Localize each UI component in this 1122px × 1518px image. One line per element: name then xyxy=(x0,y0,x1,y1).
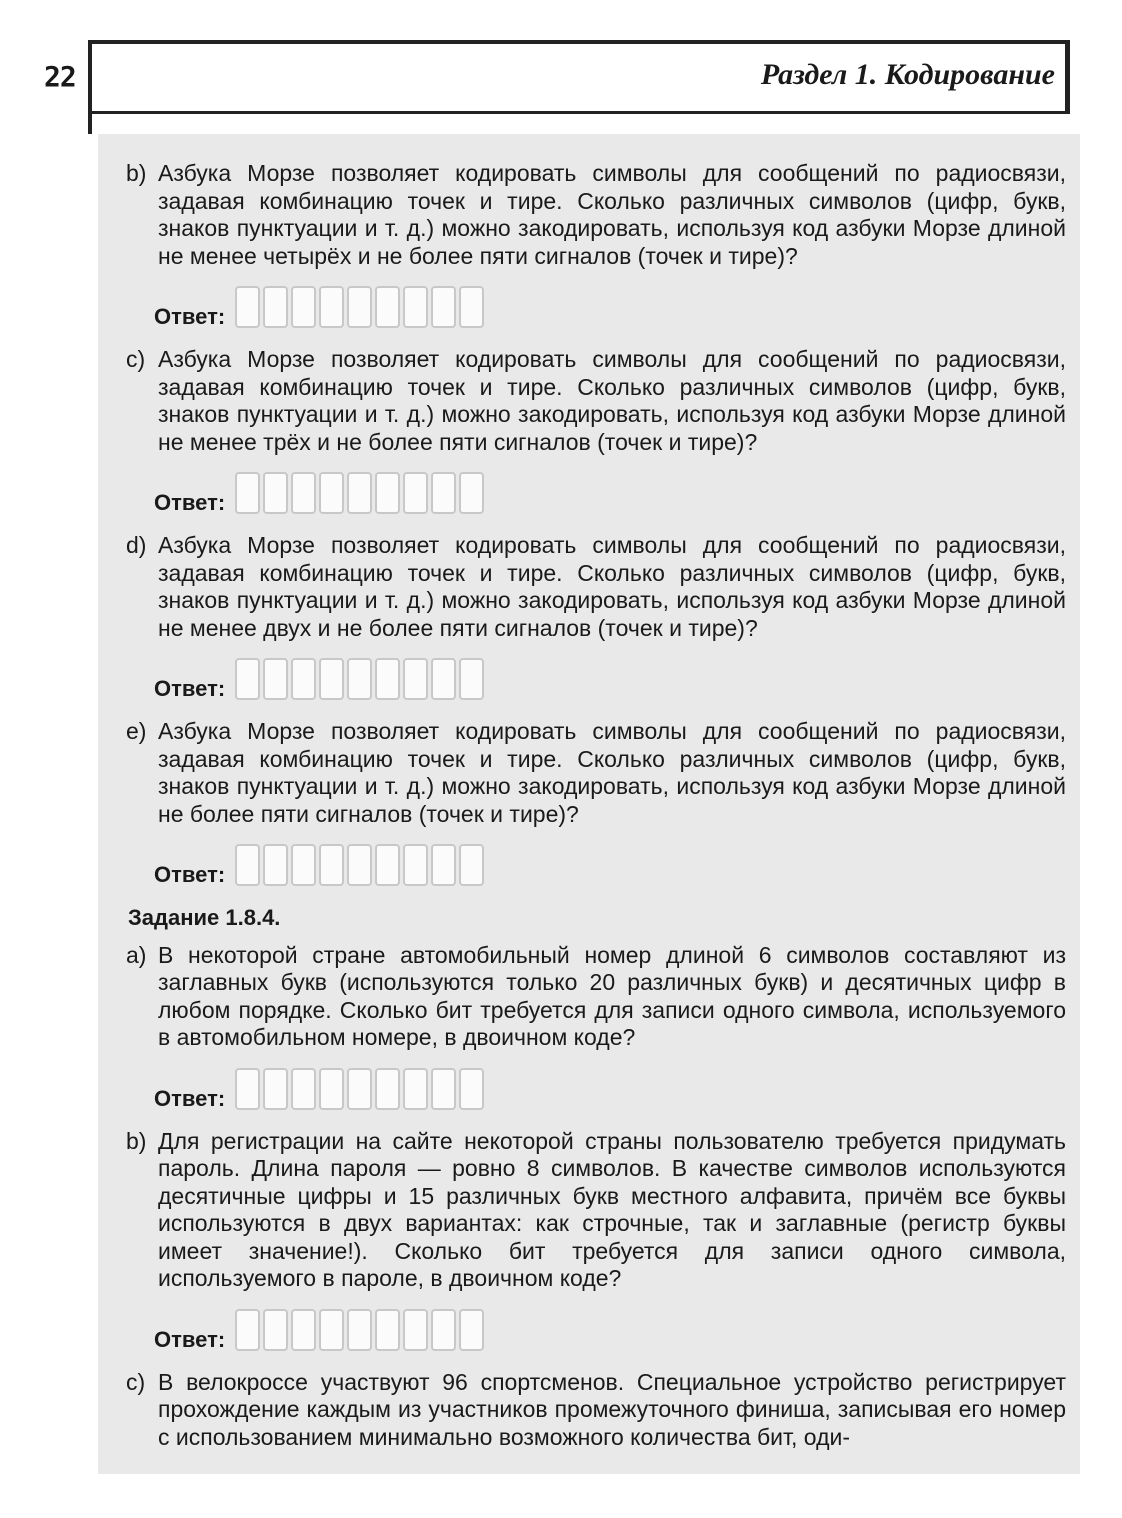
exercise-item-c2 xyxy=(126,1369,1066,1452)
answer-cell[interactable] xyxy=(347,844,372,886)
exercise-item-e xyxy=(126,718,1066,828)
answer-cell[interactable] xyxy=(431,1068,456,1110)
answer-field[interactable] xyxy=(235,658,487,700)
header-divider xyxy=(88,112,92,134)
answer-cell[interactable] xyxy=(347,1309,372,1351)
item-letter: b) xyxy=(126,1127,147,1154)
item-text: В некоторой стране автомобильный номер длиной 6 символов составляют из заглавных букв (используются только 20 различных букв) и десятичных цифр в любом порядке. Сколько бит требуется для записи одного символа, используемого в автомобильном номере, в двоичном коде? xyxy=(158,941,1066,1050)
answer-cell[interactable] xyxy=(431,472,456,514)
answer-cell[interactable] xyxy=(375,658,400,700)
answer-cell[interactable] xyxy=(263,286,288,328)
exercise-item-d xyxy=(126,532,1066,642)
answer-cell[interactable] xyxy=(431,1309,456,1351)
item-text: Азбука Морзе позволяет кодировать символы для сообщений по радиосвязи, задавая комбинацию точек и тире. Сколько различных символов (цифр, букв, знаков пунктуации и т. д.) можно закодировать, используя код азбуки Морзе длиной не более пяти сигналов (точек и тире)? xyxy=(158,718,1066,827)
answer-cell[interactable] xyxy=(347,1068,372,1110)
answer-cell[interactable] xyxy=(263,1309,288,1351)
section-title: Раздел 1. Кодирование xyxy=(760,58,1055,91)
answer-cell[interactable] xyxy=(235,844,260,886)
answer-row xyxy=(154,658,1066,700)
answer-cell[interactable] xyxy=(403,286,428,328)
answer-row xyxy=(154,1309,1066,1351)
answer-row xyxy=(154,1068,1066,1110)
answer-label: Ответ: xyxy=(154,862,226,887)
answer-cell[interactable] xyxy=(263,658,288,700)
item-letter: d) xyxy=(126,532,147,558)
item-text: Азбука Морзе позволяет кодировать символы для сообщений по радиосвязи, задавая комбинацию точек и тире. Сколько различных символов (цифр, букв, знаков пунктуации и т. д.) можно закодировать, используя код азбуки Морзе длиной не менее трёх и не более пяти сигналов (точек и тире)? xyxy=(158,346,1066,455)
answer-cell[interactable] xyxy=(459,658,484,700)
item-letter: c) xyxy=(126,1368,146,1395)
answer-cell[interactable] xyxy=(235,1309,260,1351)
answer-cell[interactable] xyxy=(235,1068,260,1110)
answer-cell[interactable] xyxy=(263,844,288,886)
answer-cell[interactable] xyxy=(431,658,456,700)
answer-field[interactable] xyxy=(235,844,487,886)
answer-cell[interactable] xyxy=(375,1068,400,1110)
answer-cell[interactable] xyxy=(291,1068,316,1110)
answer-cell[interactable] xyxy=(291,1309,316,1351)
answer-cell[interactable] xyxy=(403,1068,428,1110)
answer-cell[interactable] xyxy=(291,844,316,886)
answer-cell[interactable] xyxy=(319,658,344,700)
item-letter: c) xyxy=(126,346,146,372)
answer-cell[interactable] xyxy=(403,472,428,514)
answer-cell[interactable] xyxy=(235,472,260,514)
answer-label: Ответ: xyxy=(154,676,226,701)
answer-cell[interactable] xyxy=(459,844,484,886)
answer-cell[interactable] xyxy=(347,286,372,328)
answer-cell[interactable] xyxy=(291,658,316,700)
answer-label: Ответ: xyxy=(154,1326,226,1352)
answer-cell[interactable] xyxy=(319,472,344,514)
answer-row xyxy=(154,472,1066,514)
task-heading: Задание 1.8.4. xyxy=(128,905,281,930)
answer-cell[interactable] xyxy=(375,1309,400,1351)
answer-cell[interactable] xyxy=(319,844,344,886)
answer-cell[interactable] xyxy=(375,472,400,514)
answer-cell[interactable] xyxy=(375,844,400,886)
exercise-item-c xyxy=(126,346,1066,456)
answer-label: Ответ: xyxy=(154,304,226,329)
answer-row xyxy=(154,286,1066,328)
answer-cell[interactable] xyxy=(459,1068,484,1110)
answer-field[interactable] xyxy=(235,472,487,514)
exercise-item-a xyxy=(126,942,1066,1052)
answer-cell[interactable] xyxy=(263,1068,288,1110)
answer-label: Ответ: xyxy=(154,1085,226,1111)
answer-field[interactable] xyxy=(235,286,487,328)
answer-cell[interactable] xyxy=(403,1309,428,1351)
answer-row xyxy=(154,844,1066,886)
exercise-item-b xyxy=(126,160,1066,270)
answer-cell[interactable] xyxy=(347,472,372,514)
exercise-item-b2 xyxy=(126,1128,1066,1293)
item-text: Азбука Морзе позволяет кодировать символы для сообщений по радиосвязи, задавая комбинацию точек и тире. Сколько различных символов (цифр, букв, знаков пунктуации и т. д.) можно закодировать, используя код азбуки Морзе длиной не менее четырёх и не более пяти сигналов (точек и тире)? xyxy=(158,160,1066,269)
page-number: 22 xyxy=(44,60,76,93)
answer-cell[interactable] xyxy=(431,286,456,328)
answer-field[interactable] xyxy=(235,1309,487,1351)
answer-cell[interactable] xyxy=(403,844,428,886)
answer-cell[interactable] xyxy=(235,286,260,328)
item-text: В велокроссе участвуют 96 спортсменов. Специальное устройство регистрирует прохождение каждым из участников промежуточного финиша, записывая его номер с использованием минимально возможного количества бит, оди- xyxy=(158,1368,1066,1450)
section-header xyxy=(88,40,1070,114)
answer-cell[interactable] xyxy=(459,286,484,328)
answer-cell[interactable] xyxy=(375,286,400,328)
answer-cell[interactable] xyxy=(263,472,288,514)
answer-cell[interactable] xyxy=(235,658,260,700)
answer-cell[interactable] xyxy=(431,844,456,886)
exercise-content xyxy=(126,160,1066,1451)
answer-field[interactable] xyxy=(235,1068,487,1110)
answer-cell[interactable] xyxy=(459,472,484,514)
answer-cell[interactable] xyxy=(319,1068,344,1110)
answer-cell[interactable] xyxy=(319,1309,344,1351)
answer-cell[interactable] xyxy=(459,1309,484,1351)
answer-cell[interactable] xyxy=(319,286,344,328)
item-letter: b) xyxy=(126,160,147,186)
item-letter: a) xyxy=(126,941,147,968)
item-letter: e) xyxy=(126,718,147,744)
item-text: Азбука Морзе позволяет кодировать символы для сообщений по радиосвязи, задавая комбинацию точек и тире. Сколько различных символов (цифр, букв, знаков пунктуации и т. д.) можно закодировать, используя код азбуки Морзе длиной не менее двух и не более пяти сигналов (точек и тире)? xyxy=(158,532,1066,641)
answer-cell[interactable] xyxy=(403,658,428,700)
answer-cell[interactable] xyxy=(291,286,316,328)
item-text: Для регистрации на сайте некоторой страны пользователю требуется придумать пароль. Длина пароля — ровно 8 символов. В качестве символов используются десятичные цифры и 15 различных букв местного алфавита, причём все буквы используются в двух вариантах: как строчные, так и заглавные (регистр буквы имеет значение!). Сколько бит требуется для записи одного символа, используемого в пароле, в двоичном коде? xyxy=(158,1127,1066,1291)
answer-label: Ответ: xyxy=(154,490,226,515)
answer-cell[interactable] xyxy=(347,658,372,700)
answer-cell[interactable] xyxy=(291,472,316,514)
